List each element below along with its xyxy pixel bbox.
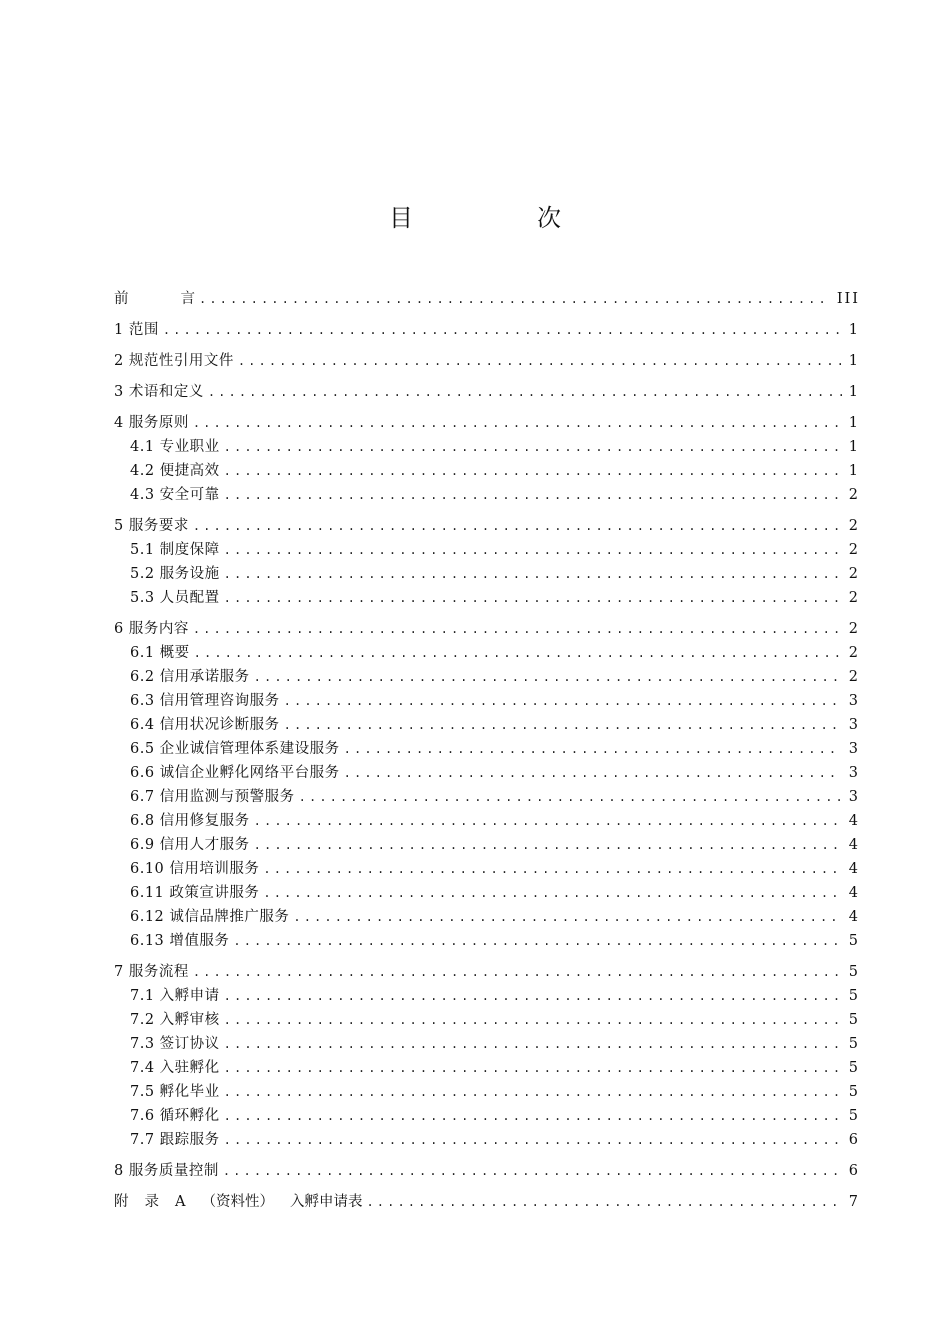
toc-entry-7-3[interactable] <box>114 1032 860 1056</box>
toc-entry-4-1[interactable] <box>114 435 860 459</box>
toc-page-number: 2 <box>848 518 860 534</box>
toc-entry-6-10[interactable] <box>114 857 860 881</box>
toc-entry-6-11[interactable] <box>114 881 860 905</box>
toc-page-number: 1 <box>848 463 860 479</box>
toc-entry-5-3[interactable] <box>114 586 860 610</box>
toc-entry-label: 4.1 专业职业 <box>130 439 220 455</box>
toc-leader-dots <box>194 641 842 665</box>
toc-leader-dots <box>224 483 842 507</box>
toc-entry-label: 6.3 信用管理咨询服务 <box>130 693 280 709</box>
toc-page-number: 5 <box>848 1108 860 1124</box>
toc-page-number: 4 <box>848 861 860 877</box>
toc-entry-label: 6.4 信用状况诊断服务 <box>130 717 280 733</box>
toc-entry-8[interactable] <box>114 1159 860 1183</box>
toc-entry-label: 5.1 制度保障 <box>130 542 220 558</box>
toc-entry-label: 4 服务原则 <box>114 415 189 431</box>
toc-leader-dots <box>224 586 842 610</box>
toc-leader-dots <box>366 1190 842 1214</box>
toc-entry-label: 6.6 诚信企业孵化网络平台服务 <box>130 765 340 781</box>
toc-entry-label: 6.2 信用承诺服务 <box>130 669 250 685</box>
toc-entry-label: 7.6 循环孵化 <box>130 1108 220 1124</box>
toc-entry-label: 7 服务流程 <box>114 964 189 980</box>
toc-entry-7-2[interactable] <box>114 1008 860 1032</box>
table-of-contents <box>114 287 860 1214</box>
toc-entry-6-8[interactable] <box>114 809 860 833</box>
toc-entry-7-7[interactable] <box>114 1128 860 1152</box>
toc-entry-6-2[interactable] <box>114 665 860 689</box>
toc-leader-dots <box>224 1008 842 1032</box>
toc-entry-label: 7.5 孵化毕业 <box>130 1084 220 1100</box>
toc-page-number: 2 <box>848 590 860 606</box>
toc-leader-dots <box>224 435 842 459</box>
toc-entry-7-5[interactable] <box>114 1080 860 1104</box>
toc-entry-label: 5.3 人员配置 <box>130 590 220 606</box>
toc-leader-dots <box>263 857 842 881</box>
toc-page-number: 5 <box>848 933 860 949</box>
toc-entry-6-1[interactable] <box>114 641 860 665</box>
toc-page-number: 1 <box>848 415 860 431</box>
toc-page-number: 1 <box>848 353 860 369</box>
toc-page-number: 7 <box>848 1194 860 1210</box>
toc-entry-label: 7.2 入孵审核 <box>130 1012 220 1028</box>
toc-entry-label: 6.7 信用监测与预警服务 <box>130 789 295 805</box>
toc-page-number: 6 <box>848 1132 860 1148</box>
toc-entry-4[interactable] <box>114 411 860 435</box>
toc-entry-7-6[interactable] <box>114 1104 860 1128</box>
toc-entry-label: 6.5 企业诚信管理体系建设服务 <box>130 741 340 757</box>
toc-page-number: 1 <box>848 384 860 400</box>
toc-entry-label: 7.1 入孵申请 <box>130 988 220 1004</box>
toc-entry-6-12[interactable] <box>114 905 860 929</box>
toc-leader-dots <box>224 459 842 483</box>
toc-page-number: 1 <box>848 439 860 455</box>
toc-entry-label: 4.3 安全可靠 <box>130 487 220 503</box>
toc-entry-label: 7.4 入驻孵化 <box>130 1060 220 1076</box>
toc-entry-label: 6.12 诚信品牌推广服务 <box>130 909 290 925</box>
toc-leader-dots <box>224 1032 842 1056</box>
toc-leader-dots <box>254 833 842 857</box>
toc-leader-dots <box>163 318 842 342</box>
toc-leader-dots <box>199 287 831 311</box>
toc-entry-label: 6.1 概要 <box>130 645 190 661</box>
toc-leader-dots <box>224 1104 842 1128</box>
toc-leader-dots <box>224 984 842 1008</box>
toc-leader-dots <box>193 411 842 435</box>
toc-page-number: 2 <box>848 542 860 558</box>
toc-leader-dots <box>344 737 842 761</box>
toc-entry-label: 6.10 信用培训服务 <box>130 861 260 877</box>
toc-leader-dots <box>193 960 842 984</box>
toc-entry-7-1[interactable] <box>114 984 860 1008</box>
toc-leader-dots <box>299 785 842 809</box>
toc-entry-label: 6.9 信用人才服务 <box>130 837 250 853</box>
toc-entry-preface[interactable] <box>114 287 860 311</box>
toc-entry-label: 附 录 A （资料性） 入孵申请表 <box>114 1194 363 1210</box>
toc-entry-7[interactable] <box>114 960 860 984</box>
toc-page-number: 4 <box>848 813 860 829</box>
toc-page-number: 4 <box>848 885 860 901</box>
toc-entry-5-1[interactable] <box>114 538 860 562</box>
toc-page-number: 2 <box>848 645 860 661</box>
toc-leader-dots <box>344 761 842 785</box>
toc-entry-label: 3 术语和定义 <box>114 384 204 400</box>
toc-entry-label: 5.2 服务设施 <box>130 566 220 582</box>
toc-entry-appendix-a[interactable] <box>114 1190 860 1214</box>
toc-entry-label: 6.13 增值服务 <box>130 933 230 949</box>
toc-page-number: 5 <box>848 1012 860 1028</box>
toc-page-number: 2 <box>848 621 860 637</box>
toc-entry-label: 7.3 签订协议 <box>130 1036 220 1052</box>
toc-page-number: 2 <box>848 487 860 503</box>
toc-leader-dots <box>293 905 842 929</box>
toc-entry-4-3[interactable] <box>114 483 860 507</box>
toc-entry-2[interactable] <box>114 349 860 373</box>
toc-page-number: 2 <box>848 566 860 582</box>
toc-leader-dots <box>224 1128 842 1152</box>
page-title: 目 次 <box>389 204 611 232</box>
toc-leader-dots <box>254 809 842 833</box>
toc-entry-6-9[interactable] <box>114 833 860 857</box>
toc-page-number: 5 <box>848 1036 860 1052</box>
toc-entry-label: 8 服务质量控制 <box>114 1163 219 1179</box>
toc-entry-label: 4.2 便捷高效 <box>130 463 220 479</box>
toc-page-number: III <box>836 291 860 307</box>
toc-leader-dots <box>224 562 842 586</box>
toc-leader-dots <box>193 617 842 641</box>
toc-leader-dots <box>224 538 842 562</box>
toc-leader-dots <box>208 380 842 404</box>
toc-entry-5[interactable] <box>114 514 860 538</box>
toc-page-number: 5 <box>848 1084 860 1100</box>
toc-page-number: 4 <box>848 837 860 853</box>
toc-entry-6-3[interactable] <box>114 689 860 713</box>
toc-entry-6-4[interactable] <box>114 713 860 737</box>
toc-entry-label: 6 服务内容 <box>114 621 189 637</box>
toc-entry-1[interactable] <box>114 318 860 342</box>
toc-entry-label: 6.11 政策宣讲服务 <box>130 885 260 901</box>
toc-leader-dots <box>233 929 842 953</box>
toc-entry-4-2[interactable] <box>114 459 860 483</box>
toc-entry-6-7[interactable] <box>114 785 860 809</box>
toc-leader-dots <box>238 349 842 373</box>
toc-leader-dots <box>284 713 842 737</box>
toc-entry-label: 5 服务要求 <box>114 518 189 534</box>
toc-entry-7-4[interactable] <box>114 1056 860 1080</box>
toc-page-number: 2 <box>848 669 860 685</box>
toc-entry-6[interactable] <box>114 617 860 641</box>
toc-leader-dots <box>193 514 842 538</box>
toc-leader-dots <box>254 665 842 689</box>
toc-entry-6-6[interactable] <box>114 761 860 785</box>
toc-page-number: 3 <box>848 741 860 757</box>
toc-leader-dots <box>224 1056 842 1080</box>
toc-entry-label: 7.7 跟踪服务 <box>130 1132 220 1148</box>
toc-page-number: 6 <box>848 1163 860 1179</box>
toc-page-number: 3 <box>848 693 860 709</box>
toc-entry-label: 6.8 信用修复服务 <box>130 813 250 829</box>
toc-page-number: 3 <box>848 789 860 805</box>
toc-leader-dots <box>223 1159 842 1183</box>
toc-entry-label: 前 言 <box>114 291 195 307</box>
toc-page-number: 5 <box>848 988 860 1004</box>
toc-entry-label: 1 范围 <box>114 322 159 338</box>
toc-page-number: 5 <box>848 1060 860 1076</box>
toc-page-number: 1 <box>848 322 860 338</box>
toc-entry-label: 2 规范性引用文件 <box>114 353 234 369</box>
toc-page-number: 5 <box>848 964 860 980</box>
toc-leader-dots <box>224 1080 842 1104</box>
toc-entry-6-13[interactable] <box>114 929 860 953</box>
toc-entry-6-5[interactable] <box>114 737 860 761</box>
toc-entry-3[interactable] <box>114 380 860 404</box>
toc-leader-dots <box>263 881 842 905</box>
toc-page-number: 4 <box>848 909 860 925</box>
toc-page-number: 3 <box>848 717 860 733</box>
toc-page-number: 3 <box>848 765 860 781</box>
toc-entry-5-2[interactable] <box>114 562 860 586</box>
toc-leader-dots <box>284 689 842 713</box>
